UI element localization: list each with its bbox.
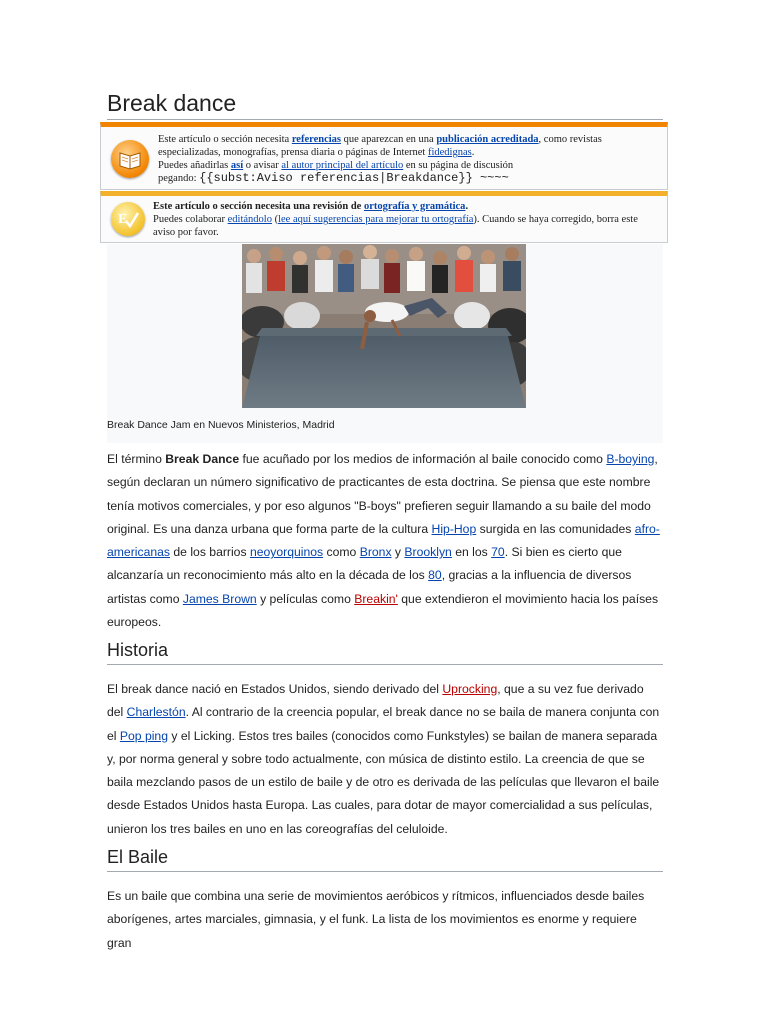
link-editandolo[interactable]: editándolo: [227, 214, 272, 225]
notice-text: ). Cuando se haya corregido, borra este aviso por favor.: [153, 214, 638, 238]
template-code: {{subst:Aviso referencias|Breakdance}} ~~~~: [199, 171, 509, 185]
link-brooklyn[interactable]: Brooklyn: [404, 545, 452, 560]
paragraph-text: . Al contrario de la creencia popular, el break dance no se baila de manera conjunta con el: [107, 705, 660, 743]
notice-text: (: [271, 214, 279, 225]
notice-text: .: [471, 147, 475, 158]
paragraph-text: de los barrios: [170, 545, 250, 560]
paragraph-text: surgida en las comunidades: [476, 521, 635, 536]
link-sugerencias-ortografia[interactable]: lee aquí sugerencias para mejorar tu ortografía: [278, 214, 474, 225]
paragraph-text: , que a su vez fue derivado del: [107, 682, 644, 720]
paragraph-text: y películas como: [256, 591, 355, 606]
spelling-notice-text: [153, 200, 658, 239]
paragraph-text: en los: [451, 545, 492, 560]
link-bronx[interactable]: Bronx: [359, 545, 392, 560]
link-referencias[interactable]: referencias: [291, 134, 342, 145]
intro-paragraph: [107, 448, 663, 634]
link-b-boying[interactable]: B-boying: [606, 452, 655, 466]
link-charleston[interactable]: Charlestón: [126, 705, 186, 720]
paragraph-text: . Si bien es cierto que alcanzaría un reconocimiento más alto en la década de los: [107, 545, 622, 583]
baile-paragraph: [107, 885, 663, 955]
figure-caption: Break Dance Jam en Nuevos Ministerios, Madrid: [107, 419, 335, 431]
link-james-brown[interactable]: James Brown: [182, 591, 257, 606]
notice-text: Puedes colaborar: [153, 214, 228, 225]
page-title: Break dance: [107, 90, 663, 120]
link-ortografia-gramatica[interactable]: ortografía y gramática: [363, 201, 466, 212]
heading-historia: Historia: [107, 640, 663, 665]
paragraph-text: El break dance nació en Estados Unidos, siendo derivado del: [107, 682, 443, 696]
paragraph-text: y el Licking. Estos tres bailes (conocidos como Funkstyles) se bailan de manera separada y, por norma general y sobre todo actualmente, con música de distinto estilo. La creencia de que se baila mezclando pasos de un estilo de baile y de otro es derivada de las películas que llevaron el baile desde Estados Unidos hasta Europa. Las cuales, para dotar de mayor comercialidad a sus películas, unieron los tres bailes en uno en las coreografías del celuloide.: [107, 728, 660, 836]
link-neoyorquinos[interactable]: neoyorquinos: [249, 545, 324, 560]
notice-text: que aparezcan en una: [341, 134, 437, 145]
paragraph-text: que extendieron el movimiento hacia los países europeos.: [107, 591, 659, 630]
bold-term: Break Dance: [165, 452, 240, 466]
historia-paragraph: [107, 678, 663, 841]
paragraph-text: fue acuñado por los medios de información al baile conocido como: [239, 452, 607, 466]
paragraph-text: y: [391, 545, 405, 560]
break-dance-photo[interactable]: [242, 244, 526, 408]
notice-text: en su página de discusión: [403, 160, 514, 171]
references-notice-text: [158, 133, 658, 185]
spellcheck-icon: [111, 202, 145, 236]
notice-text: Este artículo o sección necesita una revisión de: [153, 201, 364, 212]
link-autor-principal[interactable]: al autor principal del artículo: [281, 160, 404, 171]
svg-text:E: E: [118, 212, 128, 227]
link-80[interactable]: 80: [428, 568, 442, 583]
notice-text: .: [465, 201, 469, 212]
link-publicacion-acreditada[interactable]: publicación acreditada: [436, 134, 539, 145]
spelling-notice: [100, 191, 668, 243]
paragraph-text: Es un baile que combina una serie de movimientos aeróbicos y rítmicos, influenciados desde bailes aborígenes, artes marciales, gimnasia, y el funk. La lista de los movimientos es enorme y requiere gran: [107, 889, 645, 950]
notice-text: o avisar: [243, 160, 282, 171]
notice-text: Puedes añadirlas: [158, 160, 231, 171]
paragraph-text: , gracias a la influencia de diversos artistas como: [107, 568, 632, 606]
link-hip-hop[interactable]: Hip-Hop: [431, 521, 477, 536]
notice-text: pegando:: [158, 173, 200, 184]
link-pop-ping[interactable]: Pop ping: [119, 728, 168, 743]
paragraph-text: como: [323, 545, 360, 560]
references-notice: [100, 122, 668, 190]
link-breakin[interactable]: Breakin': [354, 591, 398, 606]
link-uprocking[interactable]: Uprocking: [442, 682, 498, 696]
link-asi[interactable]: así: [230, 160, 244, 171]
book-icon: [111, 140, 149, 178]
paragraph-text: El término: [107, 452, 166, 466]
figure: [107, 244, 663, 443]
link-70[interactable]: 70: [491, 545, 505, 560]
heading-el-baile: El Baile: [107, 847, 663, 872]
notice-text: Este artículo o sección necesita: [158, 134, 292, 145]
paragraph-text: , según declaran un número significativo de practicantes de esta doctrina. Se piensa que este nombre tenía motivos comerciales, y por eso algunos "B-boys" prefieren seguir llamando a su baile del modo original. Es una danza urbana que forma parte de la cultura: [107, 452, 658, 536]
link-afro-americanas[interactable]: afro-americanas: [107, 521, 660, 560]
link-fidedignas[interactable]: fidedignas: [427, 147, 472, 158]
notice-text: , como revistas especializadas, monografías, prensa diaria o páginas de Internet: [158, 134, 602, 158]
